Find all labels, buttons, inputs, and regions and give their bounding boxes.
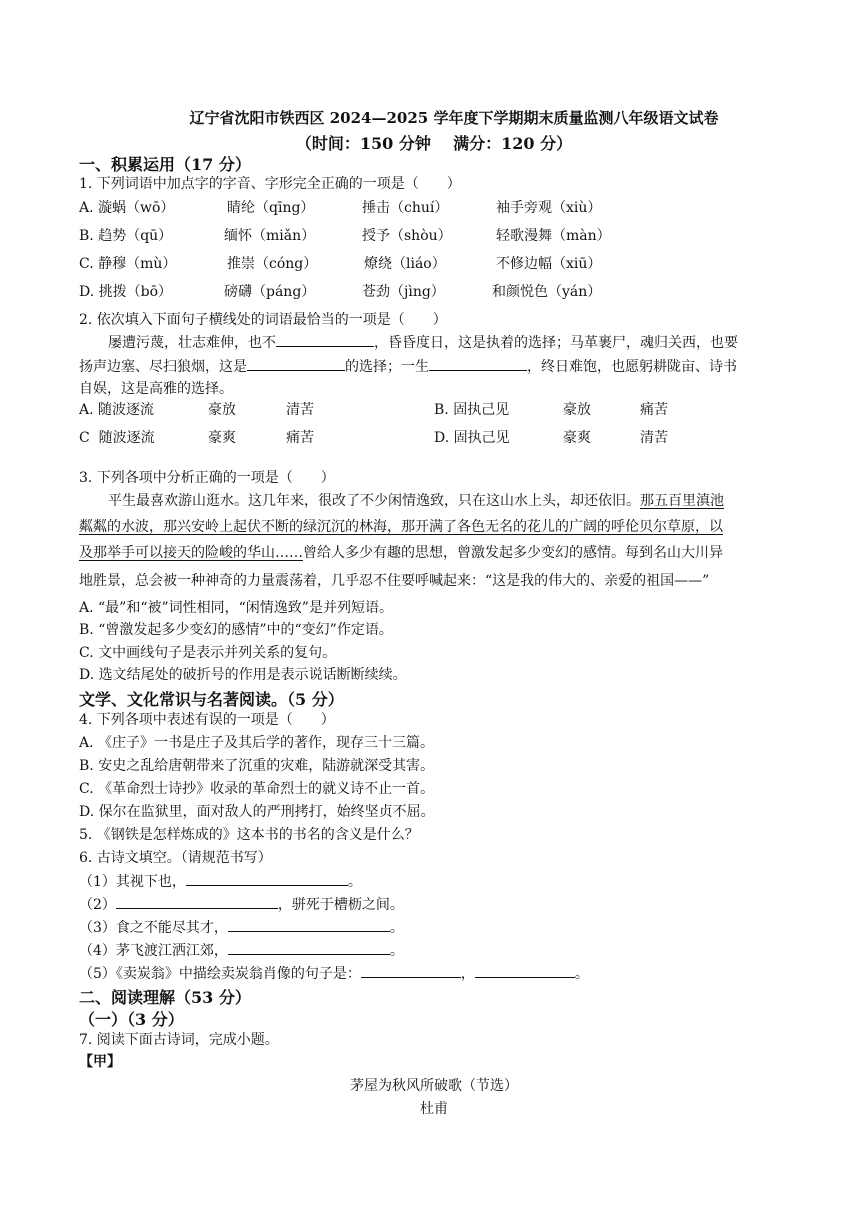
q6-item3 bbox=[79, 917, 404, 938]
q2-option-d-word2: 豪爽 bbox=[563, 430, 591, 446]
q2-option-c-word3: 痛苦 bbox=[286, 430, 314, 446]
underlined-sentence: 及那举手可以接天的险峻的华山…… bbox=[79, 545, 303, 561]
question-stem: 7. 阅读下面古诗词，完成小题。 bbox=[79, 1032, 279, 1048]
item-text: （4）茅飞渡江洒江郊， bbox=[79, 943, 228, 959]
question-stem: 4. 下列各项中表述有误的一项是（ ） bbox=[79, 712, 335, 728]
q4-option-c: C. 《革命烈士诗抄》收录的革命烈士的就义诗不止一首。 bbox=[79, 781, 435, 797]
q6-item2 bbox=[79, 894, 404, 915]
exam-title: 辽宁省沈阳市铁西区 2024—2025 学年度下学期期末质量监测八年级语文试卷 bbox=[189, 109, 719, 127]
q2-option-a-word2: 豪放 bbox=[208, 402, 236, 418]
passage-text: ，终日难饱，也愿躬耕陇亩、诗书 bbox=[527, 359, 737, 375]
option-d-col1: D. 挑拨（bō） bbox=[79, 284, 173, 300]
q2-option-c-word1: C 随波逐流 bbox=[79, 430, 155, 446]
fill-blank[interactable] bbox=[228, 940, 390, 955]
question-stem: 6. 古诗文填空。（请规范书写） bbox=[79, 850, 272, 866]
poem-title: 茅屋为秋风所破歌（节选） bbox=[350, 1078, 518, 1094]
q3-option-a: A. “最”和“被”词性相同，“闲情逸致”是并列短语。 bbox=[79, 600, 393, 616]
item-text: ，骈死于槽枥之间。 bbox=[277, 897, 404, 913]
q2-option-b-word2: 豪放 bbox=[563, 402, 591, 418]
punct: ， bbox=[460, 966, 475, 982]
q6-item1 bbox=[79, 871, 362, 892]
question-stem: 5. 《钢铁是怎样炼成的》这本书的书名的含义是什么？ bbox=[79, 827, 419, 843]
q3-passage-line2: 粼粼的水波，那兴安岭上起伏不断的绿沉沉的林海，那开满了各色无名的花儿的广阔的呼伦贝尔草原，以 bbox=[79, 519, 723, 535]
fill-blank[interactable] bbox=[429, 356, 527, 371]
option-a-col1: A. 漩蜗（wō） bbox=[79, 200, 175, 216]
q2-passage-line2 bbox=[79, 356, 737, 377]
item-text: （2） bbox=[79, 897, 116, 913]
fill-blank[interactable] bbox=[186, 871, 348, 886]
fill-blank[interactable] bbox=[116, 894, 278, 909]
item-text: （3）食之不能尽其才， bbox=[79, 920, 228, 936]
q2-option-a-word1: A. 随波逐流 bbox=[79, 402, 155, 418]
question-stem: 2. 依次填入下面句子横线处的词语最恰当的一项是（ ） bbox=[79, 312, 447, 328]
poem-author: 杜甫 bbox=[420, 1101, 448, 1117]
passage-text: 屡遭污蔑，壮志难伸，也不 bbox=[108, 335, 276, 351]
q3-passage-line3 bbox=[79, 543, 723, 563]
fill-blank[interactable] bbox=[228, 917, 390, 932]
q4-option-d: D. 保尔在监狱里，面对敌人的严刑拷打，始终坚贞不屈。 bbox=[79, 804, 435, 820]
q2-passage-line1 bbox=[108, 332, 738, 353]
q3-passage-line4: 地胜景，总会被一种神奇的力量震荡着，几乎忍不住要呼喊起来：“这是我的伟大的、亲爱的祖国——” bbox=[79, 573, 710, 589]
passage-text: 曾给人多少有趣的思想，曾激发起多少变幻的感情。每到名山大川异 bbox=[303, 545, 723, 561]
passage-text: 平生最喜欢游山逛水。这几年来，很改了不少闲情逸致，只在这山水上头，却还依旧。 bbox=[108, 493, 640, 509]
section-heading: 一、积累运用（17 分） bbox=[79, 155, 251, 174]
q3-option-b: B. “曾激发起多少变幻的感情”中的“变幻”作定语。 bbox=[79, 622, 393, 638]
q2-option-b-word3: 痛苦 bbox=[640, 402, 668, 418]
q4-option-a: A. 《庄子》一书是庄子及其后学的著作，现存三十三篇。 bbox=[79, 735, 435, 751]
item-text: （5）《卖炭翁》中描绘卖炭翁肖像的句子是： bbox=[79, 966, 361, 982]
fill-blank[interactable] bbox=[361, 963, 461, 978]
option-d-col3: 苍劲（jìng） bbox=[362, 284, 445, 300]
option-a-col3: 捶击（chuí） bbox=[362, 200, 449, 216]
q3-option-d: D. 选文结尾处的破折号的作用是表示说话断断续续。 bbox=[79, 667, 407, 683]
passage-text: 的选择；一生 bbox=[345, 359, 429, 375]
q2-option-c-word2: 豪爽 bbox=[208, 430, 236, 446]
subsection-heading: （一）（3 分） bbox=[79, 1010, 184, 1029]
q2-option-d-word1: D. 固执己见 bbox=[434, 430, 510, 446]
question-stem: 1. 下列词语中加点字的字音、字形完全正确的一项是（ ） bbox=[79, 176, 461, 192]
option-a-col2: 睛纶（qīng） bbox=[227, 200, 315, 216]
exam-subtitle: （时间：150 分钟 满分：120 分） bbox=[295, 134, 573, 153]
passage-text: 扬声边塞、尽扫狼烟，这是 bbox=[79, 359, 247, 375]
punct: 。 bbox=[574, 966, 589, 982]
fill-blank[interactable] bbox=[276, 332, 374, 347]
punct: 。 bbox=[389, 943, 404, 959]
option-c-col2: 推崇（cóng） bbox=[227, 256, 318, 272]
option-d-col4: 和颜悦色（yán） bbox=[492, 284, 602, 300]
q2-option-b-word1: B. 固执己见 bbox=[434, 402, 510, 418]
q2-passage-line3: 自娱，这是高雅的选择。 bbox=[79, 381, 233, 397]
passage-text: ，昏昏度日，这是执着的选择；马革裹尸，魂归关西，也要 bbox=[374, 335, 738, 351]
question-stem: 3. 下列各项中分析正确的一项是（ ） bbox=[79, 470, 335, 486]
punct: 。 bbox=[347, 874, 362, 890]
fill-blank[interactable] bbox=[475, 963, 575, 978]
q2-option-a-word3: 清苦 bbox=[286, 402, 314, 418]
option-b-col4: 轻歌漫舞（màn） bbox=[496, 228, 611, 244]
option-a-col4: 袖手旁观（xiù） bbox=[496, 200, 602, 216]
option-d-col2: 磅礴（páng） bbox=[224, 284, 316, 300]
option-b-col2: 缅怀（miǎn） bbox=[224, 228, 316, 244]
option-b-col3: 授予（shòu） bbox=[362, 228, 452, 244]
option-b-col1: B. 趋势（qū） bbox=[79, 228, 173, 244]
q3-option-c: C. 文中画线句子是表示并列关系的复句。 bbox=[79, 645, 337, 661]
section-heading: 文学、文化常识与名著阅读。（5 分） bbox=[79, 690, 344, 709]
option-c-col3: 燎绕（liáo） bbox=[364, 256, 446, 272]
fill-blank[interactable] bbox=[247, 356, 345, 371]
q4-option-b: B. 安史之乱给唐朝带来了沉重的灾难，陆游就深受其害。 bbox=[79, 758, 435, 774]
option-c-col1: C. 静穆（mù） bbox=[79, 256, 177, 272]
q2-option-d-word3: 清苦 bbox=[640, 430, 668, 446]
option-c-col4: 不修边幅（xiū） bbox=[496, 256, 602, 272]
item-text: （1）其视下也， bbox=[79, 874, 186, 890]
q6-item4 bbox=[79, 940, 404, 961]
q3-passage-line1 bbox=[108, 491, 724, 511]
q6-item5 bbox=[79, 963, 589, 984]
passage-label: 【甲】 bbox=[79, 1054, 121, 1070]
underlined-sentence: 那五百里滇池 bbox=[640, 493, 724, 509]
section-heading: 二、阅读理解（53 分） bbox=[79, 988, 251, 1007]
punct: 。 bbox=[389, 920, 404, 936]
